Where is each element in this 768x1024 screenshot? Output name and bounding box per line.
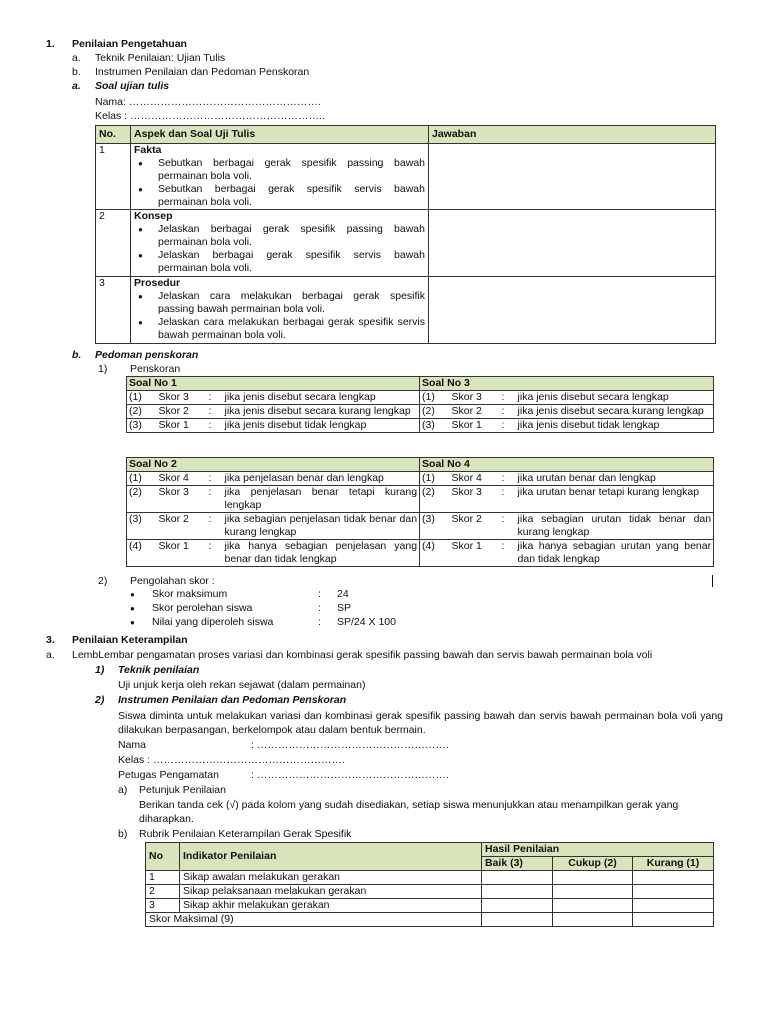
skor-index: (2) — [420, 405, 450, 419]
skor-level: Skor 3 — [450, 391, 500, 405]
skor-colon: : — [207, 472, 223, 486]
pedoman-title: Pedoman penskoran — [95, 349, 199, 361]
table-row — [127, 472, 714, 486]
row-aspect-cell — [131, 210, 429, 277]
teknik-title: Teknik penilaian — [118, 664, 200, 676]
penskoran-number: 1) — [98, 363, 108, 375]
table-row — [146, 913, 714, 927]
aspect-label: Prosedur — [134, 277, 181, 289]
skor-level: Skor 1 — [450, 419, 500, 433]
pengolahan-label: Nilai yang diperoleh siswa — [152, 616, 274, 628]
item-b-mark: b. — [72, 66, 81, 78]
rubrik-no: 2 — [146, 885, 180, 899]
skor-desc: jika jenis disebut secara lengkap — [516, 391, 714, 405]
question-text: Jelaskan cara melakukan berbagai gerak spesifik passing bawah permainan bola voli. — [158, 290, 425, 315]
skor-level: Skor 3 — [157, 391, 207, 405]
soal-title: Soal ujian tulis — [95, 80, 170, 92]
skor-desc: jika jenis disebut secara kurang lengkap — [516, 405, 714, 419]
rubrik-header-baik: Baik (3) — [482, 857, 553, 871]
question-text: Sebutkan berbagai gerak spesifik passing bawah permainan bola voli. — [158, 157, 425, 182]
sec3-a-text: LembLembar pengamatan proses variasi dan kombinasi gerak spesifik passing bawah dan servis bawah permainan bola voli — [72, 649, 653, 661]
rubrik-indikator: Sikap pelaksanaan melakukan gerakan — [180, 885, 482, 899]
skor-colon: : — [500, 486, 516, 513]
pengolahan-title: Pengolahan skor : — [130, 575, 215, 587]
skor-level: Skor 1 — [450, 540, 500, 567]
question-text: Jelaskan berbagai gerak spesifik servis bawah permainan bola voli. — [158, 249, 425, 274]
pengolahan-colon: : — [318, 588, 321, 600]
skor-colon: : — [500, 405, 516, 419]
skor-index: (2) — [127, 486, 157, 513]
skor-level: Skor 2 — [450, 405, 500, 419]
table-row — [127, 513, 714, 540]
check-cell-cukup[interactable] — [553, 899, 633, 913]
skor-desc: jika urutan benar dan lengkap — [516, 472, 714, 486]
skor-desc: jika hanya sebagian urutan yang benar dan tidak lengkap — [516, 540, 714, 567]
skor-colon: : — [500, 472, 516, 486]
soal-table — [95, 125, 716, 344]
pengolahan-colon: : — [318, 602, 321, 614]
row-aspect-cell — [131, 277, 429, 344]
section-1-number: 1. — [46, 38, 55, 50]
skor-title-right: Soal No 4 — [420, 458, 714, 472]
bullet-icon: ● — [130, 590, 135, 599]
skor-level: Skor 2 — [157, 405, 207, 419]
bullet-icon: ● — [130, 618, 135, 627]
skor-level: Skor 3 — [157, 486, 207, 513]
table-row — [96, 144, 716, 210]
skor-index: (4) — [127, 540, 157, 567]
bullet-icon: ● — [138, 185, 143, 194]
petunjuk-mark: a) — [118, 784, 128, 796]
soal-mark: a. — [72, 80, 81, 92]
item-a-mark: a. — [72, 52, 81, 64]
text-cursor — [712, 575, 713, 587]
table-row — [127, 540, 714, 567]
check-cell-kurang[interactable] — [633, 871, 714, 885]
skor-index: (4) — [420, 540, 450, 567]
row-no: 2 — [96, 210, 131, 277]
aspect-label: Konsep — [134, 210, 173, 222]
answer-cell[interactable] — [429, 144, 716, 210]
skor-level: Skor 2 — [157, 513, 207, 540]
skor-desc: jika penjelasan benar dan lengkap — [223, 472, 420, 486]
skor-colon: : — [207, 486, 223, 513]
section-3-title: Penilaian Keterampilan — [72, 634, 188, 646]
instrumen-text: Siswa diminta untuk melakukan variasi dan kombinasi gerak spesifik passing bawah dan servis bawah permainan bola voli yang dilakukan berpasangan, berkelompok atau dalam bentuk bermain. — [118, 710, 723, 736]
table-row — [146, 899, 714, 913]
bullet-icon: ● — [130, 604, 135, 613]
question-text: Jelaskan berbagai gerak spesifik passing bawah permainan bola voli. — [158, 223, 425, 248]
check-cell-baik[interactable] — [482, 913, 553, 927]
skor-index: (2) — [420, 486, 450, 513]
table-row — [96, 210, 716, 277]
instrumen-number: 2) — [95, 694, 105, 706]
skor-colon: : — [500, 391, 516, 405]
kelas-line: Kelas : ……………………………………………….. — [95, 110, 325, 122]
bullet-icon: ● — [138, 159, 143, 168]
item-b-text: Instrumen Penilaian dan Pedoman Penskoran — [95, 66, 310, 78]
pengolahan-label: Skor perolehan siswa — [152, 602, 253, 614]
table-row — [146, 871, 714, 885]
skor-title-left: Soal No 1 — [127, 377, 420, 391]
pengolahan-value: SP — [337, 602, 352, 614]
pengolahan-colon: : — [318, 616, 321, 628]
header-aspek: Aspek dan Soal Uji Tulis — [131, 126, 429, 144]
skor-desc: jika hanya sebagian penjelasan yang benar dan tidak lengkap — [223, 540, 420, 567]
petunjuk-text: Berikan tanda cek (√) pada kolom yang sudah disediakan, setiap siswa menunjukkan atau menampilkan gerak yang diharapkan. — [139, 799, 679, 825]
check-cell-kurang[interactable] — [633, 899, 714, 913]
skor-desc: jika jenis disebut tidak lengkap — [516, 419, 714, 433]
teknik-text: Uji unjuk kerja oleh rekan sejawat (dalam permainan) — [118, 679, 366, 691]
instrumen-title: Instrumen Penilaian dan Pedoman Penskoran — [118, 694, 347, 706]
skor-colon: : — [207, 405, 223, 419]
question-text: Jelaskan cara melakukan berbagai gerak spesifik servis bawah permainan bola voli. — [158, 316, 425, 341]
skor-colon: : — [207, 391, 223, 405]
rubrik-footer: Skor Maksimal (9) — [146, 913, 482, 927]
answer-cell[interactable] — [429, 210, 716, 277]
rubrik-header-no: No — [146, 843, 180, 871]
kelas-field[interactable]: Kelas : ………………………………………………. — [118, 754, 345, 766]
question-text: Sebutkan berbagai gerak spesifik servis bawah permainan bola voli. — [158, 183, 425, 208]
skor-level: Skor 2 — [450, 513, 500, 540]
nama-label: Nama — [118, 739, 147, 751]
bullet-icon: ● — [138, 292, 143, 301]
skor-colon: : — [207, 540, 223, 567]
rubrik-title: Rubrik Penilaian Keterampilan Gerak Spesifik — [139, 828, 352, 840]
aspect-label: Fakta — [134, 144, 162, 156]
rubrik-no: 1 — [146, 871, 180, 885]
check-cell-cukup[interactable] — [553, 913, 633, 927]
petugas-field[interactable]: : ………………………………………………. — [251, 769, 449, 781]
teknik-number: 1) — [95, 664, 105, 676]
skor-index: (3) — [420, 419, 450, 433]
skor-level: Skor 1 — [157, 540, 207, 567]
skor-level: Skor 4 — [450, 472, 500, 486]
header-no: No. — [96, 126, 131, 144]
rubrik-table — [145, 842, 714, 927]
check-cell-kurang[interactable] — [633, 913, 714, 927]
nama-line: Nama: ………………………………………………. — [95, 96, 321, 108]
pengolahan-label: Skor maksimum — [152, 588, 228, 600]
check-cell-cukup[interactable] — [553, 871, 633, 885]
skor-level: Skor 1 — [157, 419, 207, 433]
skor-desc: jika jenis disebut secara kurang lengkap — [223, 405, 420, 419]
skor-title-left: Soal No 2 — [127, 458, 420, 472]
row-no: 3 — [96, 277, 131, 344]
section-1-title: Penilaian Pengetahuan — [72, 38, 187, 50]
skor-index: (2) — [127, 405, 157, 419]
table-row — [96, 277, 716, 344]
skor-index: (3) — [127, 513, 157, 540]
skor-index: (1) — [127, 391, 157, 405]
skor-colon: : — [500, 513, 516, 540]
skor-index: (3) — [127, 419, 157, 433]
row-aspect-cell — [131, 144, 429, 210]
skor-desc: jika sebagian urutan tidak benar dan kurang lengkap — [516, 513, 714, 540]
skor-desc: jika jenis disebut secara lengkap — [223, 391, 420, 405]
rubrik-indikator: Sikap akhir melakukan gerakan — [180, 899, 482, 913]
rubrik-mark: b) — [118, 828, 128, 840]
pengolahan-number: 2) — [98, 575, 108, 587]
table-row — [127, 405, 714, 419]
skor-index: (3) — [420, 513, 450, 540]
table-row — [127, 391, 714, 405]
row-no: 1 — [96, 144, 131, 210]
table-row — [127, 419, 714, 433]
skor-level: Skor 4 — [157, 472, 207, 486]
table-row — [127, 486, 714, 513]
petugas-label: Petugas Pengamatan — [118, 769, 219, 781]
pengolahan-value: 24 — [337, 588, 349, 600]
item-a-text: Teknik Penilaian: Ujian Tulis — [95, 52, 226, 64]
bullet-icon: ● — [138, 318, 143, 327]
rubrik-header-kurang: Kurang (1) — [633, 857, 714, 871]
bullet-icon: ● — [138, 251, 143, 260]
header-jawaban: Jawaban — [429, 126, 716, 144]
petunjuk-title: Petunjuk Penilaian — [139, 784, 226, 796]
skor-colon: : — [500, 419, 516, 433]
skor-level: Skor 3 — [450, 486, 500, 513]
skor-desc: jika urutan benar tetapi kurang lengkap — [516, 486, 714, 513]
rubrik-header-cukup: Cukup (2) — [553, 857, 633, 871]
nama-field[interactable]: : ………………………………………………. — [251, 739, 449, 751]
skor-colon: : — [207, 513, 223, 540]
rubrik-header-hasil: Hasil Penilaian — [482, 843, 714, 857]
skor-index: (1) — [420, 472, 450, 486]
bullet-icon: ● — [138, 225, 143, 234]
skor-title-right: Soal No 3 — [420, 377, 714, 391]
rubrik-indikator: Sikap awalan melakukan gerakan — [180, 871, 482, 885]
check-cell-baik[interactable] — [482, 871, 553, 885]
check-cell-baik[interactable] — [482, 885, 553, 899]
pengolahan-value: SP/24 X 100 — [337, 616, 396, 628]
rubrik-header-indikator: Indikator Penilaian — [180, 843, 482, 871]
skor-desc: jika jenis disebut tidak lengkap — [223, 419, 420, 433]
skor-index: (1) — [127, 472, 157, 486]
skor-colon: : — [207, 419, 223, 433]
check-cell-baik[interactable] — [482, 899, 553, 913]
skor-desc: jika penjelasan benar tetapi kurang lengkap — [223, 486, 420, 513]
check-cell-kurang[interactable] — [633, 885, 714, 899]
pedoman-mark: b. — [72, 349, 82, 361]
skor-table-1 — [126, 376, 714, 433]
skor-colon: : — [500, 540, 516, 567]
penskoran-label: Penskoran — [130, 363, 181, 375]
table-row — [146, 885, 714, 899]
rubrik-no: 3 — [146, 899, 180, 913]
check-cell-cukup[interactable] — [553, 885, 633, 899]
skor-table-2 — [126, 457, 714, 567]
answer-cell[interactable] — [429, 277, 716, 344]
skor-index: (1) — [420, 391, 450, 405]
sec3-a-mark: a. — [46, 649, 55, 661]
skor-desc: jika sebagian penjelasan tidak benar dan kurang lengkap — [223, 513, 420, 540]
section-3-number: 3. — [46, 634, 55, 646]
